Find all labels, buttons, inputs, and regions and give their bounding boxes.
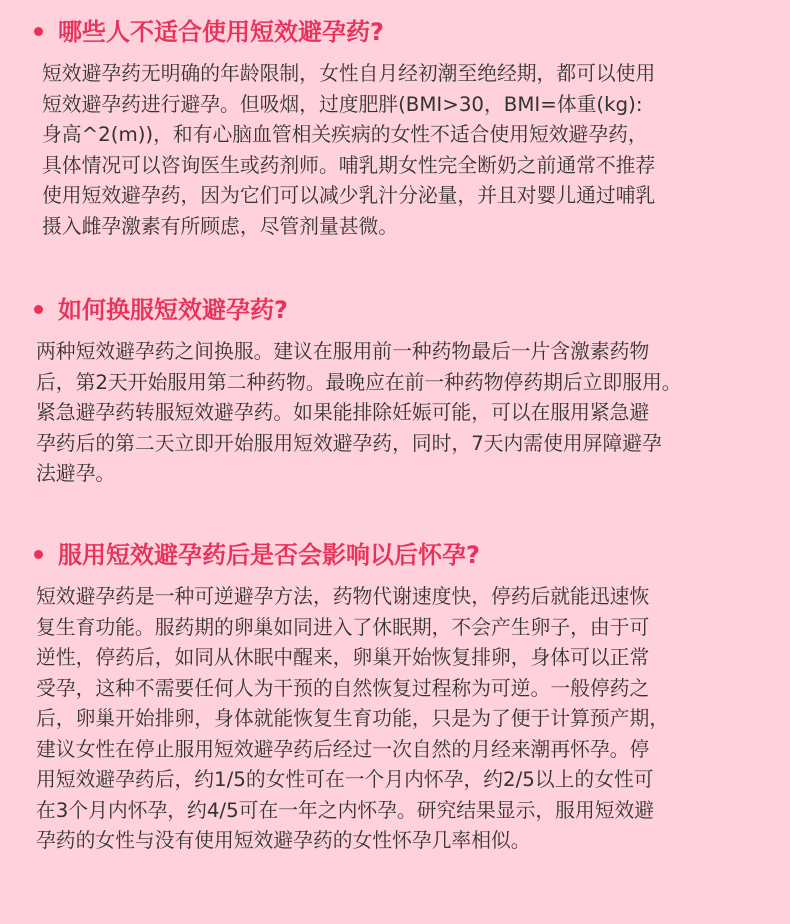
section-switching [0, 290, 790, 490]
section-title: 服用短效避孕药后是否会影响以后怀孕? [58, 541, 480, 569]
paragraph-line: 短效避孕药是一种可逆避孕方法，药物代谢速度快，停药后就能迅速恢 [36, 585, 650, 608]
paragraph-line: 孕药后的第二天立即开始服用短效避孕药，同时，7天内需使用屏障避孕 [36, 431, 662, 455]
paragraph-line: 复生育功能。服药期的卵巢如同进入了休眠期，不会产生卵子，由于可 [36, 615, 650, 639]
paragraph-line: 在3个月内怀孕，约4/5可在一年之内怀孕。研究结果显示，服用短效避 [36, 798, 655, 822]
section-title: 哪些人不适合使用短效避孕药? [58, 18, 384, 46]
bullet-dot-icon [34, 550, 43, 559]
paragraph-line: 紧急避孕药转服短效避孕药。如果能排除妊娠可能，可以在服用紧急避 [36, 401, 650, 424]
section-heading [0, 12, 790, 52]
paragraph-line: 使用短效避孕药，因为它们可以减少乳汁分泌量，并且对婴儿通过哺乳 [42, 184, 656, 207]
paragraph-line: 后，卵巢开始排卵，身体就能恢复生育功能，只是为了便于计算预产期， [36, 707, 670, 730]
paragraph-line: 两种短效避孕药之间换服。建议在服用前一种药物最后一片含激素药物 [36, 340, 650, 363]
paragraph-line: 用短效避孕药后，约1/5的女性可在一个月内怀孕，约2/5以上的女性可 [36, 768, 654, 791]
section-body [36, 337, 790, 490]
section-heading [0, 535, 790, 575]
section-body [36, 582, 790, 857]
paragraph-line: 孕药的女性与没有使用短效避孕药的女性怀孕几率相似。 [36, 829, 531, 852]
paragraph-line: 建议女性在停止服用短效避孕药后经过一次自然的月经来潮再怀孕。停 [36, 737, 650, 761]
paragraph-line: 逆性，停药后，如同从休眠中醒来，卵巢开始恢复排卵，身体可以正常 [36, 646, 650, 669]
bullet-dot-icon [34, 27, 43, 36]
paragraph-line: 摄入雌孕激素有所顾虑，尽管剂量甚微。 [42, 214, 399, 238]
section-future-pregnancy [0, 535, 790, 857]
paragraph-line: 身高^2(m))，和有心脑血管相关疾病的女性不适合使用短效避孕药， [42, 123, 648, 146]
section-heading [0, 290, 790, 330]
paragraph-line: 具体情况可以咨询医生或药剂师。哺乳期女性完全断奶之前通常不推荐 [42, 153, 656, 177]
section-unsuitable [0, 12, 790, 242]
bullet-dot-icon [34, 305, 43, 314]
paragraph-line: 短效避孕药无明确的年龄限制，女性自月经初潮至绝经期，都可以使用 [42, 62, 656, 85]
paragraph-line: 受孕，这种不需要任何人为干预的自然恢复过程称为可逆。一般停药之 [36, 676, 650, 700]
paragraph-line: 短效避孕药进行避孕。但吸烟，过度肥胖(BMI>30，BMI=体重(kg): [42, 92, 643, 116]
section-body [42, 59, 790, 242]
paragraph-line: 后，第2天开始服用第二种药物。最晚应在前一种药物停药期后立即服用。 [36, 370, 682, 394]
section-title: 如何换服短效避孕药? [58, 296, 288, 324]
paragraph-line: 法避孕。 [36, 462, 116, 485]
